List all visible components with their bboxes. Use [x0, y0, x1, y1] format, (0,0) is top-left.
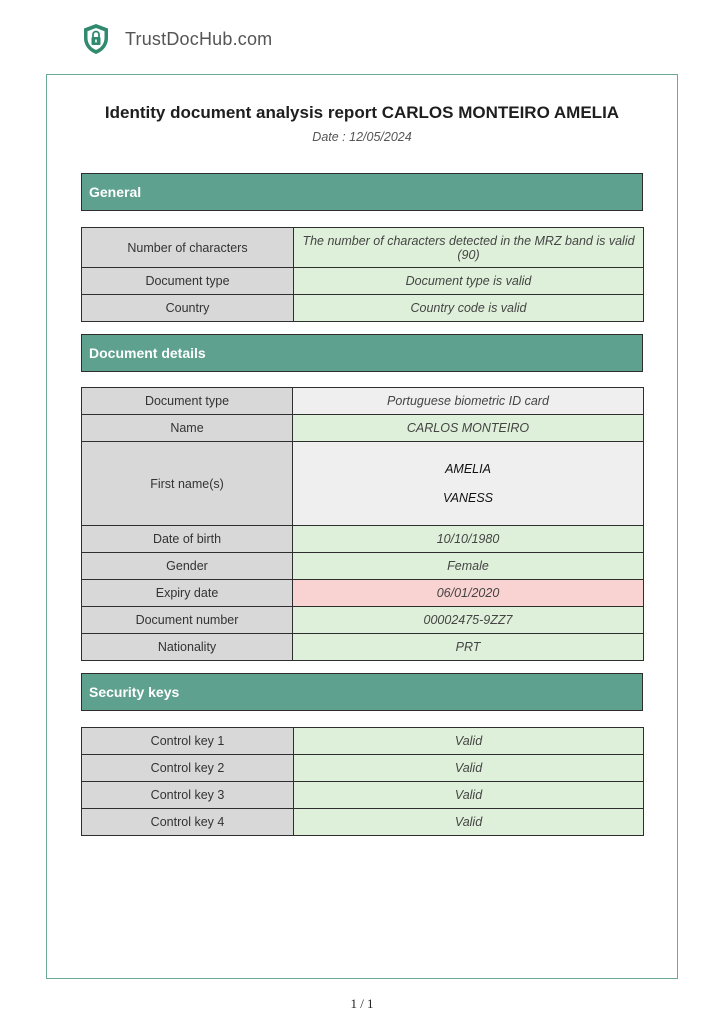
- table-row: [82, 809, 644, 836]
- row-label: Date of birth: [82, 526, 293, 553]
- table-row: [82, 634, 644, 661]
- section-header-document-details: Document details: [81, 334, 643, 372]
- row-value: 10/10/1980: [293, 526, 644, 553]
- row-value: CARLOS MONTEIRO: [293, 415, 644, 442]
- report-date: Date : 12/05/2024: [312, 130, 412, 144]
- row-value: Valid: [294, 728, 644, 755]
- table-row: [82, 580, 644, 607]
- section-header-security-keys: Security keys: [81, 673, 643, 711]
- report-title: Identity document analysis report CARLOS MONTEIRO AMELIA: [104, 103, 620, 122]
- row-value: 00002475-9ZZ7: [293, 607, 644, 634]
- first-name-value: VANESS: [442, 491, 494, 505]
- shield-lock-icon: [82, 23, 110, 55]
- first-names-cell: [293, 442, 644, 526]
- page-number: 1 / 1: [350, 996, 374, 1011]
- security-keys-table: [81, 727, 644, 836]
- first-name-value: AMELIA: [445, 462, 491, 476]
- table-row: [82, 782, 644, 809]
- table-row: [82, 553, 644, 580]
- row-value: Valid: [294, 809, 644, 836]
- general-table: [81, 227, 644, 322]
- row-value: Valid: [294, 782, 644, 809]
- row-label: Control key 4: [82, 809, 294, 836]
- table-row: [82, 295, 644, 322]
- table-row: [82, 526, 644, 553]
- row-value: Female: [293, 553, 644, 580]
- table-row: [82, 415, 644, 442]
- table-row: [82, 228, 644, 268]
- row-label: Expiry date: [82, 580, 293, 607]
- row-label: Document type: [82, 268, 294, 295]
- brand-header: [82, 22, 272, 56]
- table-row: [82, 755, 644, 782]
- row-value: The number of characters detected in the MRZ band is valid (90): [294, 228, 644, 268]
- table-row: [82, 388, 644, 415]
- table-row: [82, 268, 644, 295]
- document-details-table: [81, 387, 644, 661]
- row-value-error: 06/01/2020: [293, 580, 644, 607]
- row-label: Country: [82, 295, 294, 322]
- row-label: Number of characters: [82, 228, 294, 268]
- table-row: [82, 728, 644, 755]
- row-label: First name(s): [82, 442, 293, 526]
- row-value: Portuguese biometric ID card: [293, 388, 644, 415]
- row-label: Document number: [82, 607, 293, 634]
- row-label: Nationality: [82, 634, 293, 661]
- brand-name[interactable]: TrustDocHub.com: [125, 28, 273, 49]
- row-value: PRT: [293, 634, 644, 661]
- row-label: Gender: [82, 553, 293, 580]
- row-label: Control key 1: [82, 728, 294, 755]
- table-row: [82, 442, 644, 526]
- table-row: [82, 607, 644, 634]
- row-value: Valid: [294, 755, 644, 782]
- row-label: Name: [82, 415, 293, 442]
- row-label: Control key 3: [82, 782, 294, 809]
- row-value: Document type is valid: [294, 268, 644, 295]
- row-label: Control key 2: [82, 755, 294, 782]
- section-header-general: General: [81, 173, 643, 211]
- row-label: Document type: [82, 388, 293, 415]
- row-value: Country code is valid: [294, 295, 644, 322]
